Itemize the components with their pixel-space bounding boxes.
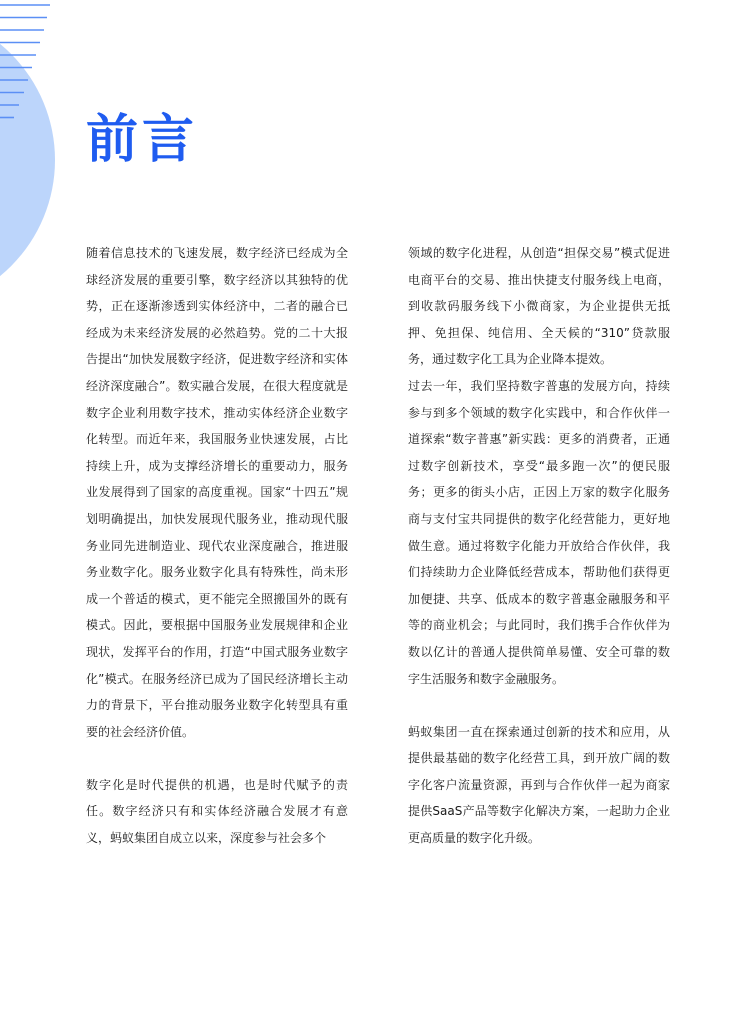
paragraph-opportunity: 数字化是时代提供的机遇，也是时代赋予的责任。数字经济只有和实体经济融合发展才有意义，蚂蚁集团自成立以来，深度参与社会多个 [86,777,348,846]
left-text-column [86,240,348,852]
decorative-circle-graphic [0,0,60,320]
right-text-column [408,240,670,852]
paragraph-past-year: 过去一年，我们坚持数字普惠的发展方向，持续参与到多个领域的数字化实践中，和合作伙伴一道探索“数字普惠”新实践：更多的消费者，正通过数字创新技术，享受“最多跑一次”的便民服务；更多的街头小店，正因上万家的数字化服务商与支付宝共同提供的数字化经营能力，更好地做生意。通过将数字化能力开放给合作伙伴，我们持续助力企业降低经营成本，帮助他们获得更加便捷、共享、低成本的数字普惠金融服务和平等的商业机会；与此同时，我们携手合作伙伴为数以亿计的普通人提供简单易懂、安全可靠的数字生活服务和数字金融服务。 [408,378,670,686]
paragraph-digitalization-continued: 领域的数字化进程，从创造“担保交易”模式促进电商平台的交易、推出快捷支付服务线上电商，到收款码服务线下小微商家，为企业提供无抵押、免担保、纯信用、全天候的“310”贷款服务，通过数字化工具为企业降本提效。 [408,246,670,367]
paragraph-ant-group: 蚂蚁集团一直在探索通过创新的技术和应用，从提供最基础的数字化经营工具，到开放广阔的数字化客户流量资源，再到与合作伙伴一起为商家提供SaaS产品等数字化解决方案，一起助力企业更高质量的数字化升级。 [408,724,670,846]
paragraph-intro: 随着信息技术的飞速发展，数字经济已经成为全球经济发展的重要引擎，数字经济以其独特的优势，正在逐渐渗透到实体经济中，二者的融合已经成为未来经济发展的必然趋势。党的二十大报告提出“加快发展数字经济，促进数字经济和实体经济深度融合”。数实融合发展，在很大程度就是数字企业利用数字技术，推动实体经济企业数字化转型。而近年来，我国服务业快速发展，占比持续上升，成为支撑经济增长的重要动力，服务业发展得到了国家的高度重视。国家“十四五”规划明确提出，加快发展现代服务业，推动现代服务业同先进制造业、现代农业深度融合，推进服务业数字化。服务业数字化具有特殊性，尚未形成一个普适的模式，更不能完全照搬国外的既有模式。因此，要根据中国服务业发展规律和企业现状，发挥平台的作用，打造“中国式服务业数字化”模式。在服务经济已成为了国民经济增长主动力的背景下，平台推动服务业数字化转型具有重要的社会经济价值。 [86,246,348,739]
page-title: 前言 [86,110,199,170]
